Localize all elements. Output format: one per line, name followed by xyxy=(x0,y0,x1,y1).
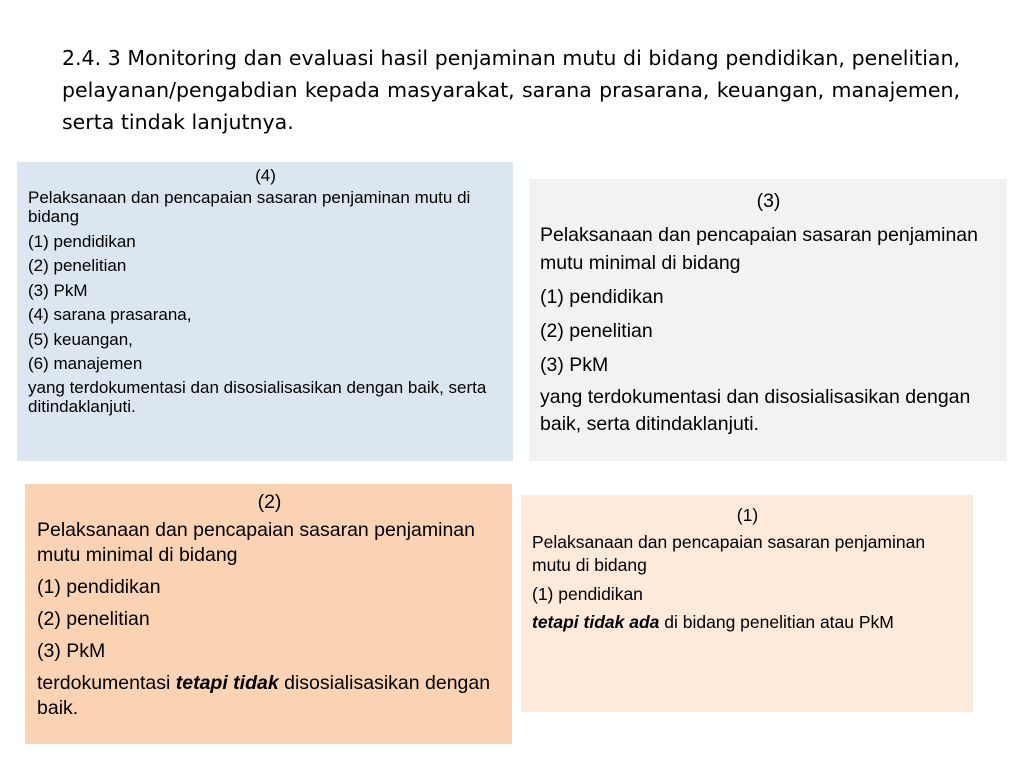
level-4-number: (4) xyxy=(255,166,276,185)
level-2-intro: Pelaksanaan dan pencapaian sasaran penjaminan mutu minimal di bidang xyxy=(37,519,475,566)
level-2-box xyxy=(25,484,512,744)
level-1-number: (1) xyxy=(736,505,759,525)
level-2-tail-suffix: disosialisasikan dengan baik. xyxy=(37,672,491,719)
level-4-item: (4) sarana prasarana, xyxy=(28,305,192,324)
level-3-item: (3) PkM xyxy=(540,354,609,376)
level-3-number: (3) xyxy=(756,190,781,212)
level-4-item: (2) penelitian xyxy=(28,256,127,275)
level-3-tail: yang terdokumentasi dan disosialisasikan dengan baik, serta ditindaklanjuti. xyxy=(540,386,971,435)
level-3-box xyxy=(529,179,1007,461)
level-4-tail: yang terdokumentasi dan disosialisasikan dengan baik, serta ditindaklanjuti. xyxy=(28,377,487,416)
level-3-item: (2) penelitian xyxy=(540,320,653,342)
level-4-item: (5) keuangan, xyxy=(28,329,133,349)
level-1-item: (1) pendidikan xyxy=(532,584,643,604)
level-1-box xyxy=(521,495,973,712)
level-4-box xyxy=(17,162,513,461)
level-2-item: (1) pendidikan xyxy=(37,576,161,598)
level-4-item: (3) PkM xyxy=(28,280,88,300)
level-1-tail-emphasis: tetapi tidak ada xyxy=(532,612,660,632)
level-2-item: (2) penelitian xyxy=(37,608,150,630)
level-3-item: (1) pendidikan xyxy=(540,286,664,308)
level-1-tail xyxy=(532,611,963,634)
level-2-tail-emphasis: tetapi tidak xyxy=(175,672,279,694)
slide-heading: 2.4. 3 Monitoring dan evaluasi hasil penjaminan mutu di bidang pendidikan, penelitian, pelayanan/pengabdian kepada masyarakat, sarana prasarana, keuangan, manajemen, serta tindak lanjutnya. xyxy=(62,46,960,134)
level-2-item: (3) PkM xyxy=(37,640,106,662)
level-2-tail-prefix: terdokumentasi xyxy=(37,672,176,694)
level-4-item: (6) manajemen xyxy=(28,354,143,373)
level-4-item: (1) pendidikan xyxy=(28,231,136,251)
level-4-intro: Pelaksanaan dan pencapaian sasaran penjaminan mutu di bidang xyxy=(28,187,471,226)
level-2-number: (2) xyxy=(257,491,282,513)
level-1-tail-suffix: di bidang penelitian atau PkM xyxy=(659,612,894,632)
level-3-intro: Pelaksanaan dan pencapaian sasaran penjaminan mutu minimal di bidang xyxy=(540,224,978,274)
level-2-tail xyxy=(37,671,502,721)
level-1-intro: Pelaksanaan dan pencapaian sasaran penjaminan mutu di bidang xyxy=(532,532,926,575)
